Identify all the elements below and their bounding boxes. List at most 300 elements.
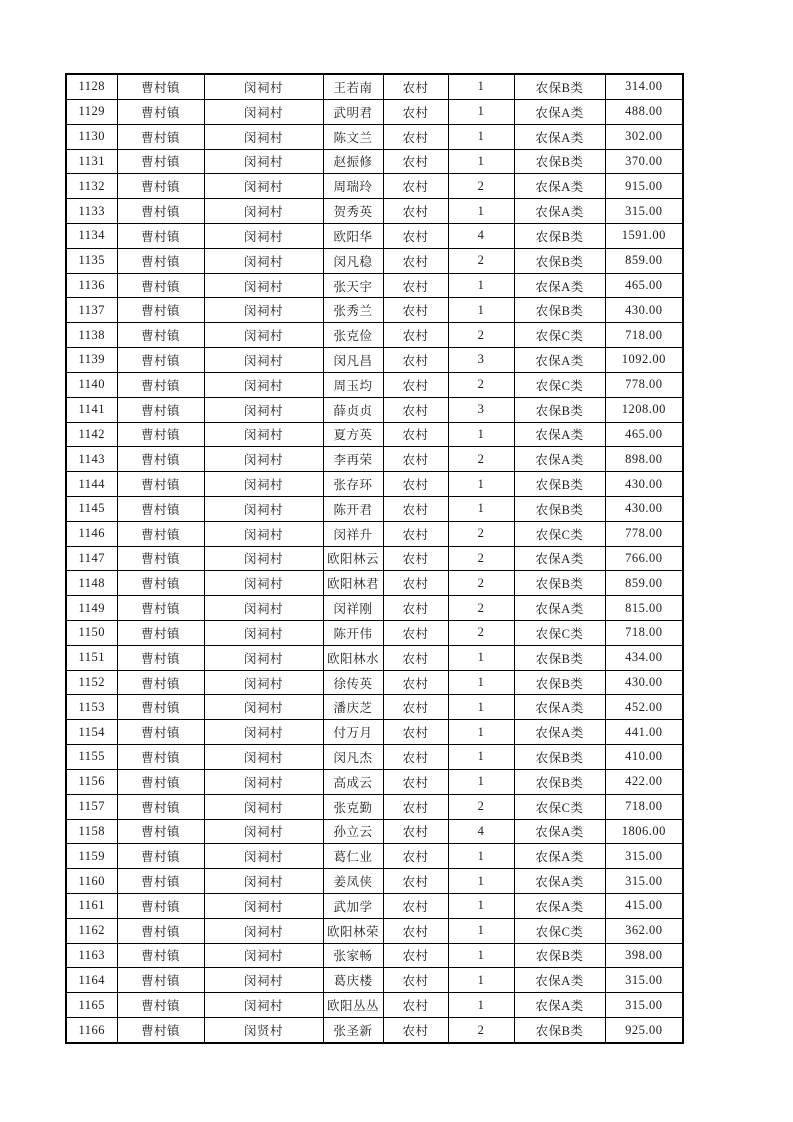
cell-serial-number: 1148: [66, 571, 117, 596]
pension-table: [65, 73, 684, 1044]
cell-person-name: 徐传英: [323, 670, 383, 695]
cell-residence-type: 农村: [383, 596, 448, 621]
cell-person-name: 武明君: [323, 99, 383, 124]
table-row: [66, 124, 683, 149]
cell-residence-type: 农村: [383, 124, 448, 149]
cell-person-name: 闵祥升: [323, 521, 383, 546]
table-row: [66, 844, 683, 869]
table-row: [66, 397, 683, 422]
cell-insurance-category: 农保C类: [514, 621, 605, 646]
cell-town: 曹村镇: [117, 124, 204, 149]
cell-town: 曹村镇: [117, 99, 204, 124]
cell-serial-number: 1131: [66, 149, 117, 174]
cell-village: 闵祠村: [204, 943, 323, 968]
cell-town: 曹村镇: [117, 844, 204, 869]
table-row: [66, 819, 683, 844]
cell-person-count: 1: [448, 496, 514, 521]
cell-person-count: 2: [448, 323, 514, 348]
cell-amount: 430.00: [605, 298, 683, 323]
cell-person-count: 2: [448, 546, 514, 571]
cell-person-count: 1: [448, 918, 514, 943]
cell-serial-number: 1155: [66, 745, 117, 770]
cell-amount: 898.00: [605, 447, 683, 472]
cell-residence-type: 农村: [383, 745, 448, 770]
cell-insurance-category: 农保A类: [514, 993, 605, 1018]
cell-serial-number: 1158: [66, 819, 117, 844]
cell-residence-type: 农村: [383, 645, 448, 670]
cell-person-count: 1: [448, 124, 514, 149]
cell-town: 曹村镇: [117, 422, 204, 447]
cell-person-count: 1: [448, 149, 514, 174]
cell-town: 曹村镇: [117, 918, 204, 943]
table-row: [66, 472, 683, 497]
cell-village: 闵祠村: [204, 893, 323, 918]
table-row: [66, 993, 683, 1018]
cell-insurance-category: 农保A类: [514, 199, 605, 224]
cell-residence-type: 农村: [383, 621, 448, 646]
cell-person-count: 2: [448, 174, 514, 199]
cell-village: 闵祠村: [204, 869, 323, 894]
cell-person-count: 1: [448, 869, 514, 894]
cell-person-count: 1: [448, 273, 514, 298]
cell-insurance-category: 农保B类: [514, 298, 605, 323]
cell-serial-number: 1152: [66, 670, 117, 695]
cell-insurance-category: 农保B类: [514, 769, 605, 794]
cell-person-count: 1: [448, 893, 514, 918]
cell-person-count: 1: [448, 943, 514, 968]
cell-person-name: 赵振修: [323, 149, 383, 174]
cell-serial-number: 1141: [66, 397, 117, 422]
cell-person-name: 葛庆楼: [323, 968, 383, 993]
cell-person-name: 闵祥刚: [323, 596, 383, 621]
cell-insurance-category: 农保C类: [514, 794, 605, 819]
cell-person-name: 欧阳林水: [323, 645, 383, 670]
cell-village: 闵祠村: [204, 695, 323, 720]
cell-insurance-category: 农保B类: [514, 670, 605, 695]
cell-village: 闵祠村: [204, 968, 323, 993]
cell-village: 闵祠村: [204, 348, 323, 373]
cell-amount: 422.00: [605, 769, 683, 794]
cell-serial-number: 1135: [66, 248, 117, 273]
cell-serial-number: 1139: [66, 348, 117, 373]
cell-amount: 859.00: [605, 248, 683, 273]
cell-town: 曹村镇: [117, 546, 204, 571]
cell-village: 闵祠村: [204, 298, 323, 323]
cell-person-count: 1: [448, 695, 514, 720]
table-row: [66, 596, 683, 621]
cell-village: 闵祠村: [204, 645, 323, 670]
cell-village: 闵祠村: [204, 670, 323, 695]
table-row: [66, 248, 683, 273]
cell-town: 曹村镇: [117, 869, 204, 894]
table-row: [66, 74, 683, 99]
cell-person-name: 高成云: [323, 769, 383, 794]
cell-person-name: 陈开君: [323, 496, 383, 521]
cell-town: 曹村镇: [117, 769, 204, 794]
cell-town: 曹村镇: [117, 149, 204, 174]
cell-insurance-category: 农保A类: [514, 174, 605, 199]
cell-amount: 370.00: [605, 149, 683, 174]
cell-insurance-category: 农保B类: [514, 745, 605, 770]
cell-insurance-category: 农保B类: [514, 248, 605, 273]
cell-amount: 410.00: [605, 745, 683, 770]
cell-person-name: 欧阳林荣: [323, 918, 383, 943]
cell-serial-number: 1159: [66, 844, 117, 869]
cell-amount: 315.00: [605, 199, 683, 224]
table-row: [66, 745, 683, 770]
table-row: [66, 298, 683, 323]
table-row: [66, 968, 683, 993]
cell-person-count: 2: [448, 571, 514, 596]
cell-amount: 430.00: [605, 496, 683, 521]
cell-amount: 815.00: [605, 596, 683, 621]
cell-serial-number: 1165: [66, 993, 117, 1018]
cell-residence-type: 农村: [383, 1018, 448, 1043]
table-row: [66, 869, 683, 894]
cell-town: 曹村镇: [117, 496, 204, 521]
cell-town: 曹村镇: [117, 893, 204, 918]
cell-amount: 915.00: [605, 174, 683, 199]
cell-person-count: 2: [448, 248, 514, 273]
cell-village: 闵祠村: [204, 174, 323, 199]
cell-serial-number: 1132: [66, 174, 117, 199]
cell-insurance-category: 农保A类: [514, 695, 605, 720]
cell-serial-number: 1130: [66, 124, 117, 149]
cell-serial-number: 1154: [66, 720, 117, 745]
cell-village: 闵祠村: [204, 74, 323, 99]
cell-residence-type: 农村: [383, 968, 448, 993]
table-row: [66, 447, 683, 472]
cell-insurance-category: 农保C类: [514, 918, 605, 943]
cell-person-count: 1: [448, 993, 514, 1018]
cell-insurance-category: 农保B类: [514, 943, 605, 968]
cell-village: 闵祠村: [204, 199, 323, 224]
cell-person-count: 1: [448, 720, 514, 745]
cell-town: 曹村镇: [117, 571, 204, 596]
cell-amount: 718.00: [605, 794, 683, 819]
cell-person-name: 潘庆芝: [323, 695, 383, 720]
cell-village: 闵祠村: [204, 745, 323, 770]
cell-town: 曹村镇: [117, 596, 204, 621]
cell-person-count: 1: [448, 422, 514, 447]
cell-person-count: 2: [448, 447, 514, 472]
cell-person-count: 1: [448, 199, 514, 224]
cell-person-name: 张秀兰: [323, 298, 383, 323]
cell-insurance-category: 农保A类: [514, 720, 605, 745]
cell-amount: 465.00: [605, 273, 683, 298]
cell-insurance-category: 农保B类: [514, 1018, 605, 1043]
cell-amount: 465.00: [605, 422, 683, 447]
cell-town: 曹村镇: [117, 224, 204, 249]
cell-person-count: 2: [448, 1018, 514, 1043]
cell-insurance-category: 农保A类: [514, 348, 605, 373]
cell-residence-type: 农村: [383, 298, 448, 323]
cell-residence-type: 农村: [383, 372, 448, 397]
cell-village: 闵祠村: [204, 422, 323, 447]
cell-amount: 315.00: [605, 968, 683, 993]
cell-serial-number: 1143: [66, 447, 117, 472]
cell-village: 闵祠村: [204, 397, 323, 422]
cell-town: 曹村镇: [117, 248, 204, 273]
cell-person-count: 4: [448, 819, 514, 844]
cell-residence-type: 农村: [383, 695, 448, 720]
table-row: [66, 348, 683, 373]
cell-person-name: 张克勤: [323, 794, 383, 819]
cell-person-count: 1: [448, 968, 514, 993]
cell-town: 曹村镇: [117, 695, 204, 720]
cell-amount: 925.00: [605, 1018, 683, 1043]
cell-person-count: 1: [448, 472, 514, 497]
table-row: [66, 199, 683, 224]
cell-person-name: 贺秀英: [323, 199, 383, 224]
cell-person-name: 姜凤侠: [323, 869, 383, 894]
cell-town: 曹村镇: [117, 521, 204, 546]
cell-residence-type: 农村: [383, 819, 448, 844]
cell-insurance-category: 农保B类: [514, 149, 605, 174]
cell-serial-number: 1129: [66, 99, 117, 124]
cell-amount: 778.00: [605, 372, 683, 397]
cell-amount: 859.00: [605, 571, 683, 596]
cell-serial-number: 1134: [66, 224, 117, 249]
cell-town: 曹村镇: [117, 174, 204, 199]
cell-town: 曹村镇: [117, 74, 204, 99]
cell-amount: 488.00: [605, 99, 683, 124]
cell-person-name: 付万月: [323, 720, 383, 745]
cell-person-count: 3: [448, 348, 514, 373]
table-row: [66, 918, 683, 943]
cell-serial-number: 1162: [66, 918, 117, 943]
table-row: [66, 645, 683, 670]
cell-town: 曹村镇: [117, 472, 204, 497]
cell-person-name: 欧阳丛丛: [323, 993, 383, 1018]
cell-person-name: 陈文兰: [323, 124, 383, 149]
cell-insurance-category: 农保A类: [514, 893, 605, 918]
cell-person-count: 2: [448, 372, 514, 397]
cell-person-count: 1: [448, 99, 514, 124]
cell-serial-number: 1128: [66, 74, 117, 99]
table-row: [66, 893, 683, 918]
cell-village: 闵祠村: [204, 99, 323, 124]
cell-village: 闵祠村: [204, 273, 323, 298]
cell-person-name: 夏方英: [323, 422, 383, 447]
cell-person-name: 葛仁业: [323, 844, 383, 869]
cell-amount: 362.00: [605, 918, 683, 943]
cell-person-name: 李再荣: [323, 447, 383, 472]
cell-residence-type: 农村: [383, 571, 448, 596]
cell-town: 曹村镇: [117, 447, 204, 472]
cell-serial-number: 1142: [66, 422, 117, 447]
cell-residence-type: 农村: [383, 149, 448, 174]
cell-residence-type: 农村: [383, 670, 448, 695]
cell-amount: 1591.00: [605, 224, 683, 249]
cell-serial-number: 1164: [66, 968, 117, 993]
cell-serial-number: 1140: [66, 372, 117, 397]
cell-residence-type: 农村: [383, 199, 448, 224]
cell-insurance-category: 农保B类: [514, 472, 605, 497]
cell-amount: 302.00: [605, 124, 683, 149]
cell-village: 闵祠村: [204, 372, 323, 397]
cell-insurance-category: 农保A类: [514, 844, 605, 869]
cell-person-name: 武加学: [323, 893, 383, 918]
cell-village: 闵祠村: [204, 546, 323, 571]
table-row: [66, 422, 683, 447]
cell-amount: 430.00: [605, 472, 683, 497]
table-row: [66, 224, 683, 249]
cell-amount: 1208.00: [605, 397, 683, 422]
cell-person-count: 3: [448, 397, 514, 422]
cell-insurance-category: 农保B类: [514, 397, 605, 422]
cell-residence-type: 农村: [383, 794, 448, 819]
cell-amount: 398.00: [605, 943, 683, 968]
cell-person-name: 欧阳华: [323, 224, 383, 249]
cell-insurance-category: 农保A类: [514, 99, 605, 124]
cell-serial-number: 1147: [66, 546, 117, 571]
cell-amount: 441.00: [605, 720, 683, 745]
cell-person-name: 孙立云: [323, 819, 383, 844]
cell-person-count: 1: [448, 298, 514, 323]
cell-town: 曹村镇: [117, 323, 204, 348]
cell-amount: 315.00: [605, 844, 683, 869]
table-row: [66, 521, 683, 546]
cell-person-name: 闵凡杰: [323, 745, 383, 770]
cell-residence-type: 农村: [383, 521, 448, 546]
cell-town: 曹村镇: [117, 745, 204, 770]
cell-person-count: 1: [448, 645, 514, 670]
cell-person-name: 闵凡昌: [323, 348, 383, 373]
cell-insurance-category: 农保B类: [514, 571, 605, 596]
cell-village: 闵祠村: [204, 521, 323, 546]
table-row: [66, 794, 683, 819]
cell-amount: 314.00: [605, 74, 683, 99]
cell-residence-type: 农村: [383, 546, 448, 571]
cell-insurance-category: 农保A类: [514, 819, 605, 844]
cell-amount: 1806.00: [605, 819, 683, 844]
cell-town: 曹村镇: [117, 993, 204, 1018]
cell-town: 曹村镇: [117, 645, 204, 670]
cell-person-count: 1: [448, 769, 514, 794]
cell-residence-type: 农村: [383, 99, 448, 124]
cell-town: 曹村镇: [117, 298, 204, 323]
cell-insurance-category: 农保C类: [514, 372, 605, 397]
cell-residence-type: 农村: [383, 447, 448, 472]
table-row: [66, 546, 683, 571]
cell-person-name: 周玉均: [323, 372, 383, 397]
cell-town: 曹村镇: [117, 348, 204, 373]
cell-serial-number: 1145: [66, 496, 117, 521]
cell-residence-type: 农村: [383, 918, 448, 943]
cell-person-name: 张克俭: [323, 323, 383, 348]
cell-village: 闵祠村: [204, 918, 323, 943]
cell-town: 曹村镇: [117, 819, 204, 844]
cell-town: 曹村镇: [117, 621, 204, 646]
cell-residence-type: 农村: [383, 893, 448, 918]
cell-village: 闵祠村: [204, 596, 323, 621]
cell-residence-type: 农村: [383, 943, 448, 968]
cell-serial-number: 1160: [66, 869, 117, 894]
cell-town: 曹村镇: [117, 670, 204, 695]
cell-village: 闵祠村: [204, 571, 323, 596]
cell-insurance-category: 农保B类: [514, 224, 605, 249]
cell-residence-type: 农村: [383, 348, 448, 373]
cell-residence-type: 农村: [383, 174, 448, 199]
cell-insurance-category: 农保B类: [514, 496, 605, 521]
cell-person-count: 2: [448, 521, 514, 546]
cell-person-count: 2: [448, 794, 514, 819]
cell-person-name: 闵凡稳: [323, 248, 383, 273]
cell-person-name: 欧阳林云: [323, 546, 383, 571]
cell-amount: 415.00: [605, 893, 683, 918]
cell-amount: 315.00: [605, 869, 683, 894]
cell-amount: 778.00: [605, 521, 683, 546]
cell-serial-number: 1157: [66, 794, 117, 819]
table-row: [66, 670, 683, 695]
cell-insurance-category: 农保A类: [514, 273, 605, 298]
cell-town: 曹村镇: [117, 720, 204, 745]
table-row: [66, 571, 683, 596]
cell-person-count: 1: [448, 670, 514, 695]
cell-village: 闵祠村: [204, 720, 323, 745]
cell-person-count: 1: [448, 74, 514, 99]
cell-insurance-category: 农保C类: [514, 323, 605, 348]
cell-amount: 430.00: [605, 670, 683, 695]
cell-serial-number: 1153: [66, 695, 117, 720]
table-row: [66, 149, 683, 174]
table-row: [66, 99, 683, 124]
cell-person-count: 4: [448, 224, 514, 249]
cell-village: 闵祠村: [204, 248, 323, 273]
cell-person-name: 张存环: [323, 472, 383, 497]
cell-residence-type: 农村: [383, 224, 448, 249]
cell-person-count: 2: [448, 596, 514, 621]
cell-person-name: 张天宇: [323, 273, 383, 298]
cell-residence-type: 农村: [383, 74, 448, 99]
cell-serial-number: 1161: [66, 893, 117, 918]
cell-insurance-category: 农保A类: [514, 124, 605, 149]
cell-serial-number: 1146: [66, 521, 117, 546]
cell-residence-type: 农村: [383, 869, 448, 894]
cell-residence-type: 农村: [383, 472, 448, 497]
table-row: [66, 273, 683, 298]
table-row: [66, 621, 683, 646]
cell-residence-type: 农村: [383, 769, 448, 794]
cell-town: 曹村镇: [117, 968, 204, 993]
cell-person-count: 1: [448, 844, 514, 869]
cell-amount: 434.00: [605, 645, 683, 670]
cell-amount: 452.00: [605, 695, 683, 720]
cell-serial-number: 1136: [66, 273, 117, 298]
cell-person-count: 2: [448, 621, 514, 646]
cell-village: 闵祠村: [204, 472, 323, 497]
cell-serial-number: 1138: [66, 323, 117, 348]
cell-town: 曹村镇: [117, 794, 204, 819]
cell-village: 闵祠村: [204, 794, 323, 819]
cell-serial-number: 1151: [66, 645, 117, 670]
cell-amount: 1092.00: [605, 348, 683, 373]
cell-insurance-category: 农保A类: [514, 422, 605, 447]
cell-residence-type: 农村: [383, 323, 448, 348]
cell-person-name: 欧阳林君: [323, 571, 383, 596]
cell-amount: 718.00: [605, 323, 683, 348]
cell-village: 闵祠村: [204, 224, 323, 249]
cell-village: 闵祠村: [204, 819, 323, 844]
table-row: [66, 1018, 683, 1043]
cell-town: 曹村镇: [117, 397, 204, 422]
cell-insurance-category: 农保A类: [514, 596, 605, 621]
table-row: [66, 323, 683, 348]
cell-residence-type: 农村: [383, 993, 448, 1018]
cell-residence-type: 农村: [383, 397, 448, 422]
cell-insurance-category: 农保B类: [514, 74, 605, 99]
